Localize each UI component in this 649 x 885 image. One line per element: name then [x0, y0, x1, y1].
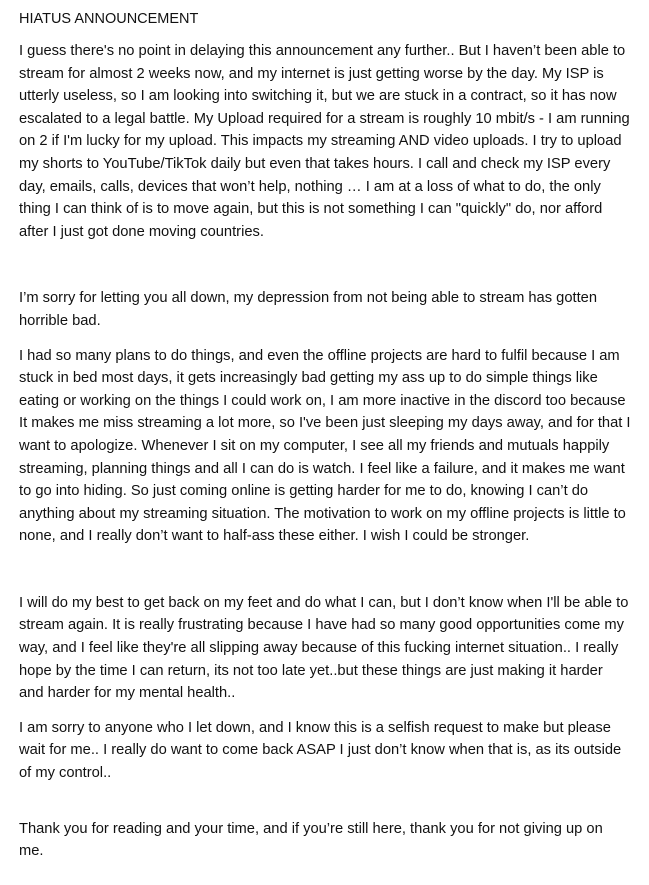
paragraph-internet-issues: I guess there's no point in delaying this announcement any further.. But I haven’t been able to stream for almost 2 weeks now, and my internet is just getting worse by the day. My ISP is utterly useless, so I am looking into switching it, but we are stuck in a contract, so it has now escalated to a legal battle. My Upload required for a stream is roughly 10 mbit/s - I am running on 2 if I'm lucky for my upload. This impacts my streaming AND video uploads. I try to upload my shorts to YouTube/TikTok daily but even that takes hours. I call and check my ISP every day, emails, calls, devices that won’t help, nothing … I am at a loss of what to do, the only thing I can think of is to move again, but this is not something I can "quickly" do, nor afford after I just got done moving countries.: [19, 43, 630, 240]
paragraph-thanks: Thank you for reading and your time, and if you’re still here, thank you for not giving up on me.: [19, 820, 603, 860]
paragraph-apology: I’m sorry for letting you all down, my depression from not being able to stream has gotten horrible bad.: [19, 290, 597, 329]
paragraph-return: I will do my best to get back on my feet and do what I can, but I don’t know when I'll be able to stream again. It is really frustrating because I have had so many good opportunities come my way, and I feel like they're all slipping away because of this fucking internet situation.. I really hope by the time I can return, its not too late yet..but these things are just making it harder and harder for my mental health..: [19, 594, 629, 702]
announcement-document: [19, 8, 631, 875]
paragraph-plans: I had so many plans to do things, and even the offline projects are hard to fulfil because I am stuck in bed most days, it gets increasingly bad getting my ass up to do simple things like eating or working on the things I could work on, I am more inactive in the discord too because It makes me miss streaming a lot more, so I've been just sleeping my days away, and for that I want to apologize. Whenever I sit on my computer, I see all my friends and mutuals happily streaming, planning things and all I can do is watch. I feel like a failure, and it makes me want to go into hiding. So just coming online is getting harder for me to do, knowing I can’t do anything about my streaming situation. The motivation to work on my offline projects is little to none, and I really don’t want to half-ass these either. I wish I could be stronger.: [19, 347, 631, 545]
document-title: HIATUS ANNOUNCEMENT: [19, 11, 199, 27]
paragraph-request: I am sorry to anyone who I let down, and I know this is a selfish request to make but please wait for me.. I really do want to come back ASAP I just don’t know when that is, as its outside of my control..: [19, 719, 622, 782]
